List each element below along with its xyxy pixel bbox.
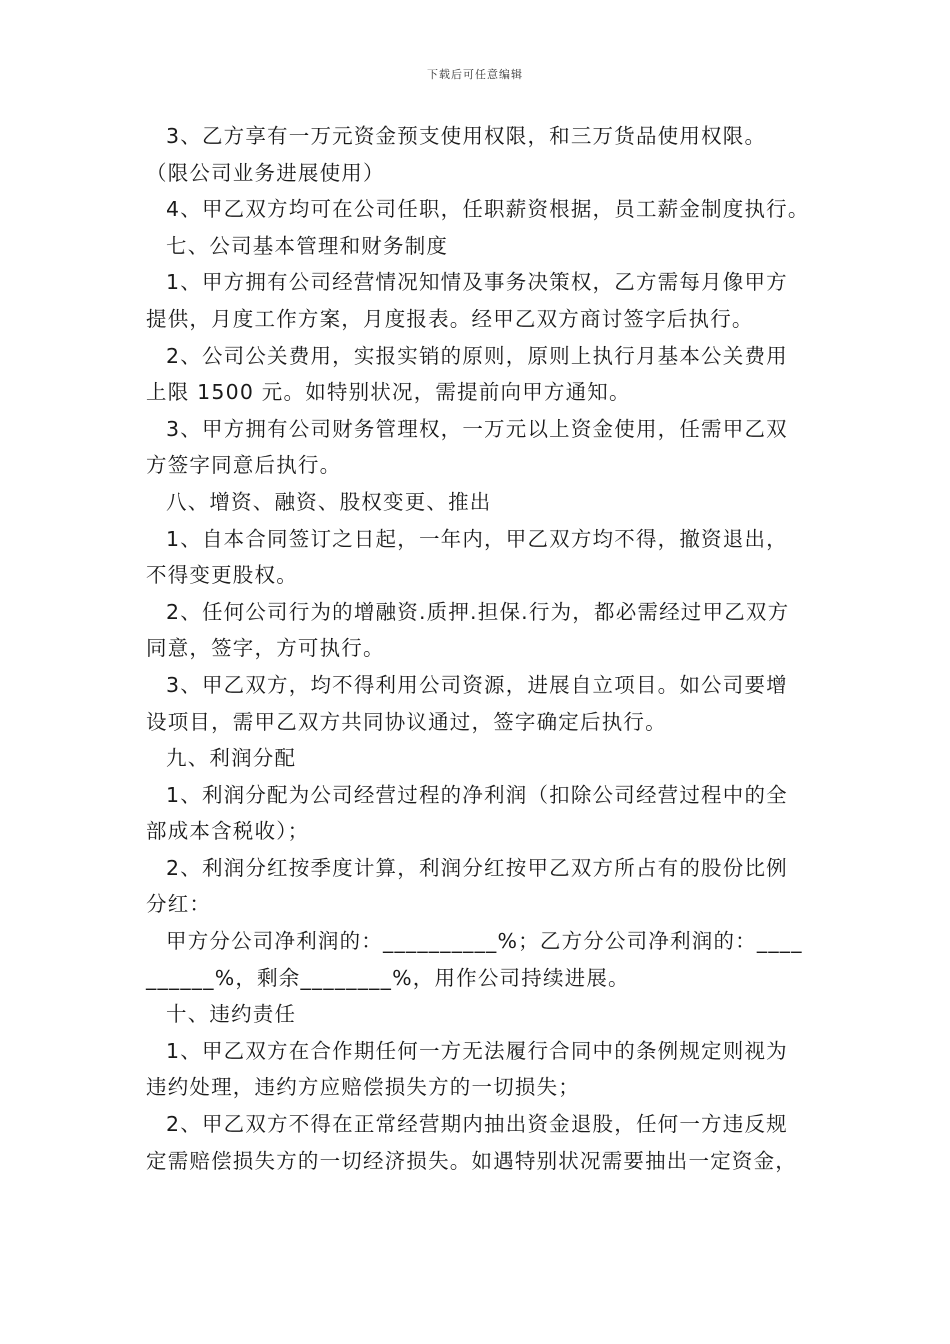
text-line: 2、公司公关费用，实报实销的原则，原则上执行月基本公关费用 — [166, 343, 788, 368]
text-line: 3、甲方拥有公司财务管理权，一万元以上资金使用，任需甲乙双 — [166, 416, 788, 441]
text-line: 设项目，需甲乙双方共同协议通过，签字确定后执行。 — [146, 709, 667, 734]
text-line: 分红： — [146, 892, 212, 917]
section-heading: 九、利润分配 — [166, 746, 297, 771]
text-line: 不得变更股权。 — [146, 563, 298, 588]
section-heading: 十、违约责任 — [166, 1002, 297, 1027]
page-header-note: 下载后可任意编辑 — [427, 68, 523, 81]
text-line: 1、自本合同签订之日起，一年内，甲乙双方均不得，撤资退出， — [166, 526, 788, 551]
text-line: 提供，月度工作方案，月度报表。经甲乙双方商讨签字后执行。 — [146, 306, 754, 331]
text-line: 2、甲乙双方不得在正常经营期内抽出资金退股，任何一方违反规 — [166, 1112, 788, 1137]
text-line: 方签字同意后执行。 — [146, 453, 342, 478]
text-line: 3、甲乙双方，均不得利用公司资源，进展自立项目。如公司要增 — [166, 672, 788, 697]
section-heading: 七、公司基本管理和财务制度 — [166, 233, 449, 258]
text-line: 甲方分公司净利润的：__________%；乙方分公司净利润的：____ — [166, 929, 803, 954]
text-line: 1、甲乙双方在合作期任何一方无法履行合同中的条例规定则视为 — [166, 1038, 788, 1063]
section-heading: 八、增资、融资、股权变更、推出 — [166, 489, 492, 514]
text-line: 1、利润分配为公司经营过程的净利润（扣除公司经营过程中的全 — [166, 782, 788, 807]
text-line: 同意，签字，方可执行。 — [146, 636, 385, 661]
text-line: （限公司业务进展使用） — [146, 160, 385, 185]
text-line: 2、任何公司行为的增融资.质押.担保.行为，都必需经过甲乙双方 — [166, 599, 790, 624]
text-line: 上限 1500 元。如特别状况，需提前向甲方通知。 — [146, 380, 631, 405]
text-line: 2、利润分红按季度计算，利润分红按甲乙双方所占有的股份比例 — [166, 855, 788, 880]
text-line: 违约处理，违约方应赔偿损失方的一切损失； — [146, 1075, 580, 1100]
text-line: 定需赔偿损失方的一切经济损失。如遇特别状况需要抽出一定资金， — [146, 1148, 797, 1173]
text-line: 部成本含税收）； — [146, 819, 310, 844]
text-line: 1、甲方拥有公司经营情况知情及事务决策权，乙方需每月像甲方 — [166, 270, 788, 295]
text-line: ______%，剩余________%，用作公司持续进展。 — [146, 965, 630, 990]
text-line: 4、甲乙双方均可在公司任职，任职薪资根据，员工薪金制度执行。 — [166, 197, 810, 222]
document-body — [146, 118, 816, 1179]
text-line: 3、乙方享有一万元资金预支使用权限，和三万货品使用权限。 — [166, 124, 767, 148]
